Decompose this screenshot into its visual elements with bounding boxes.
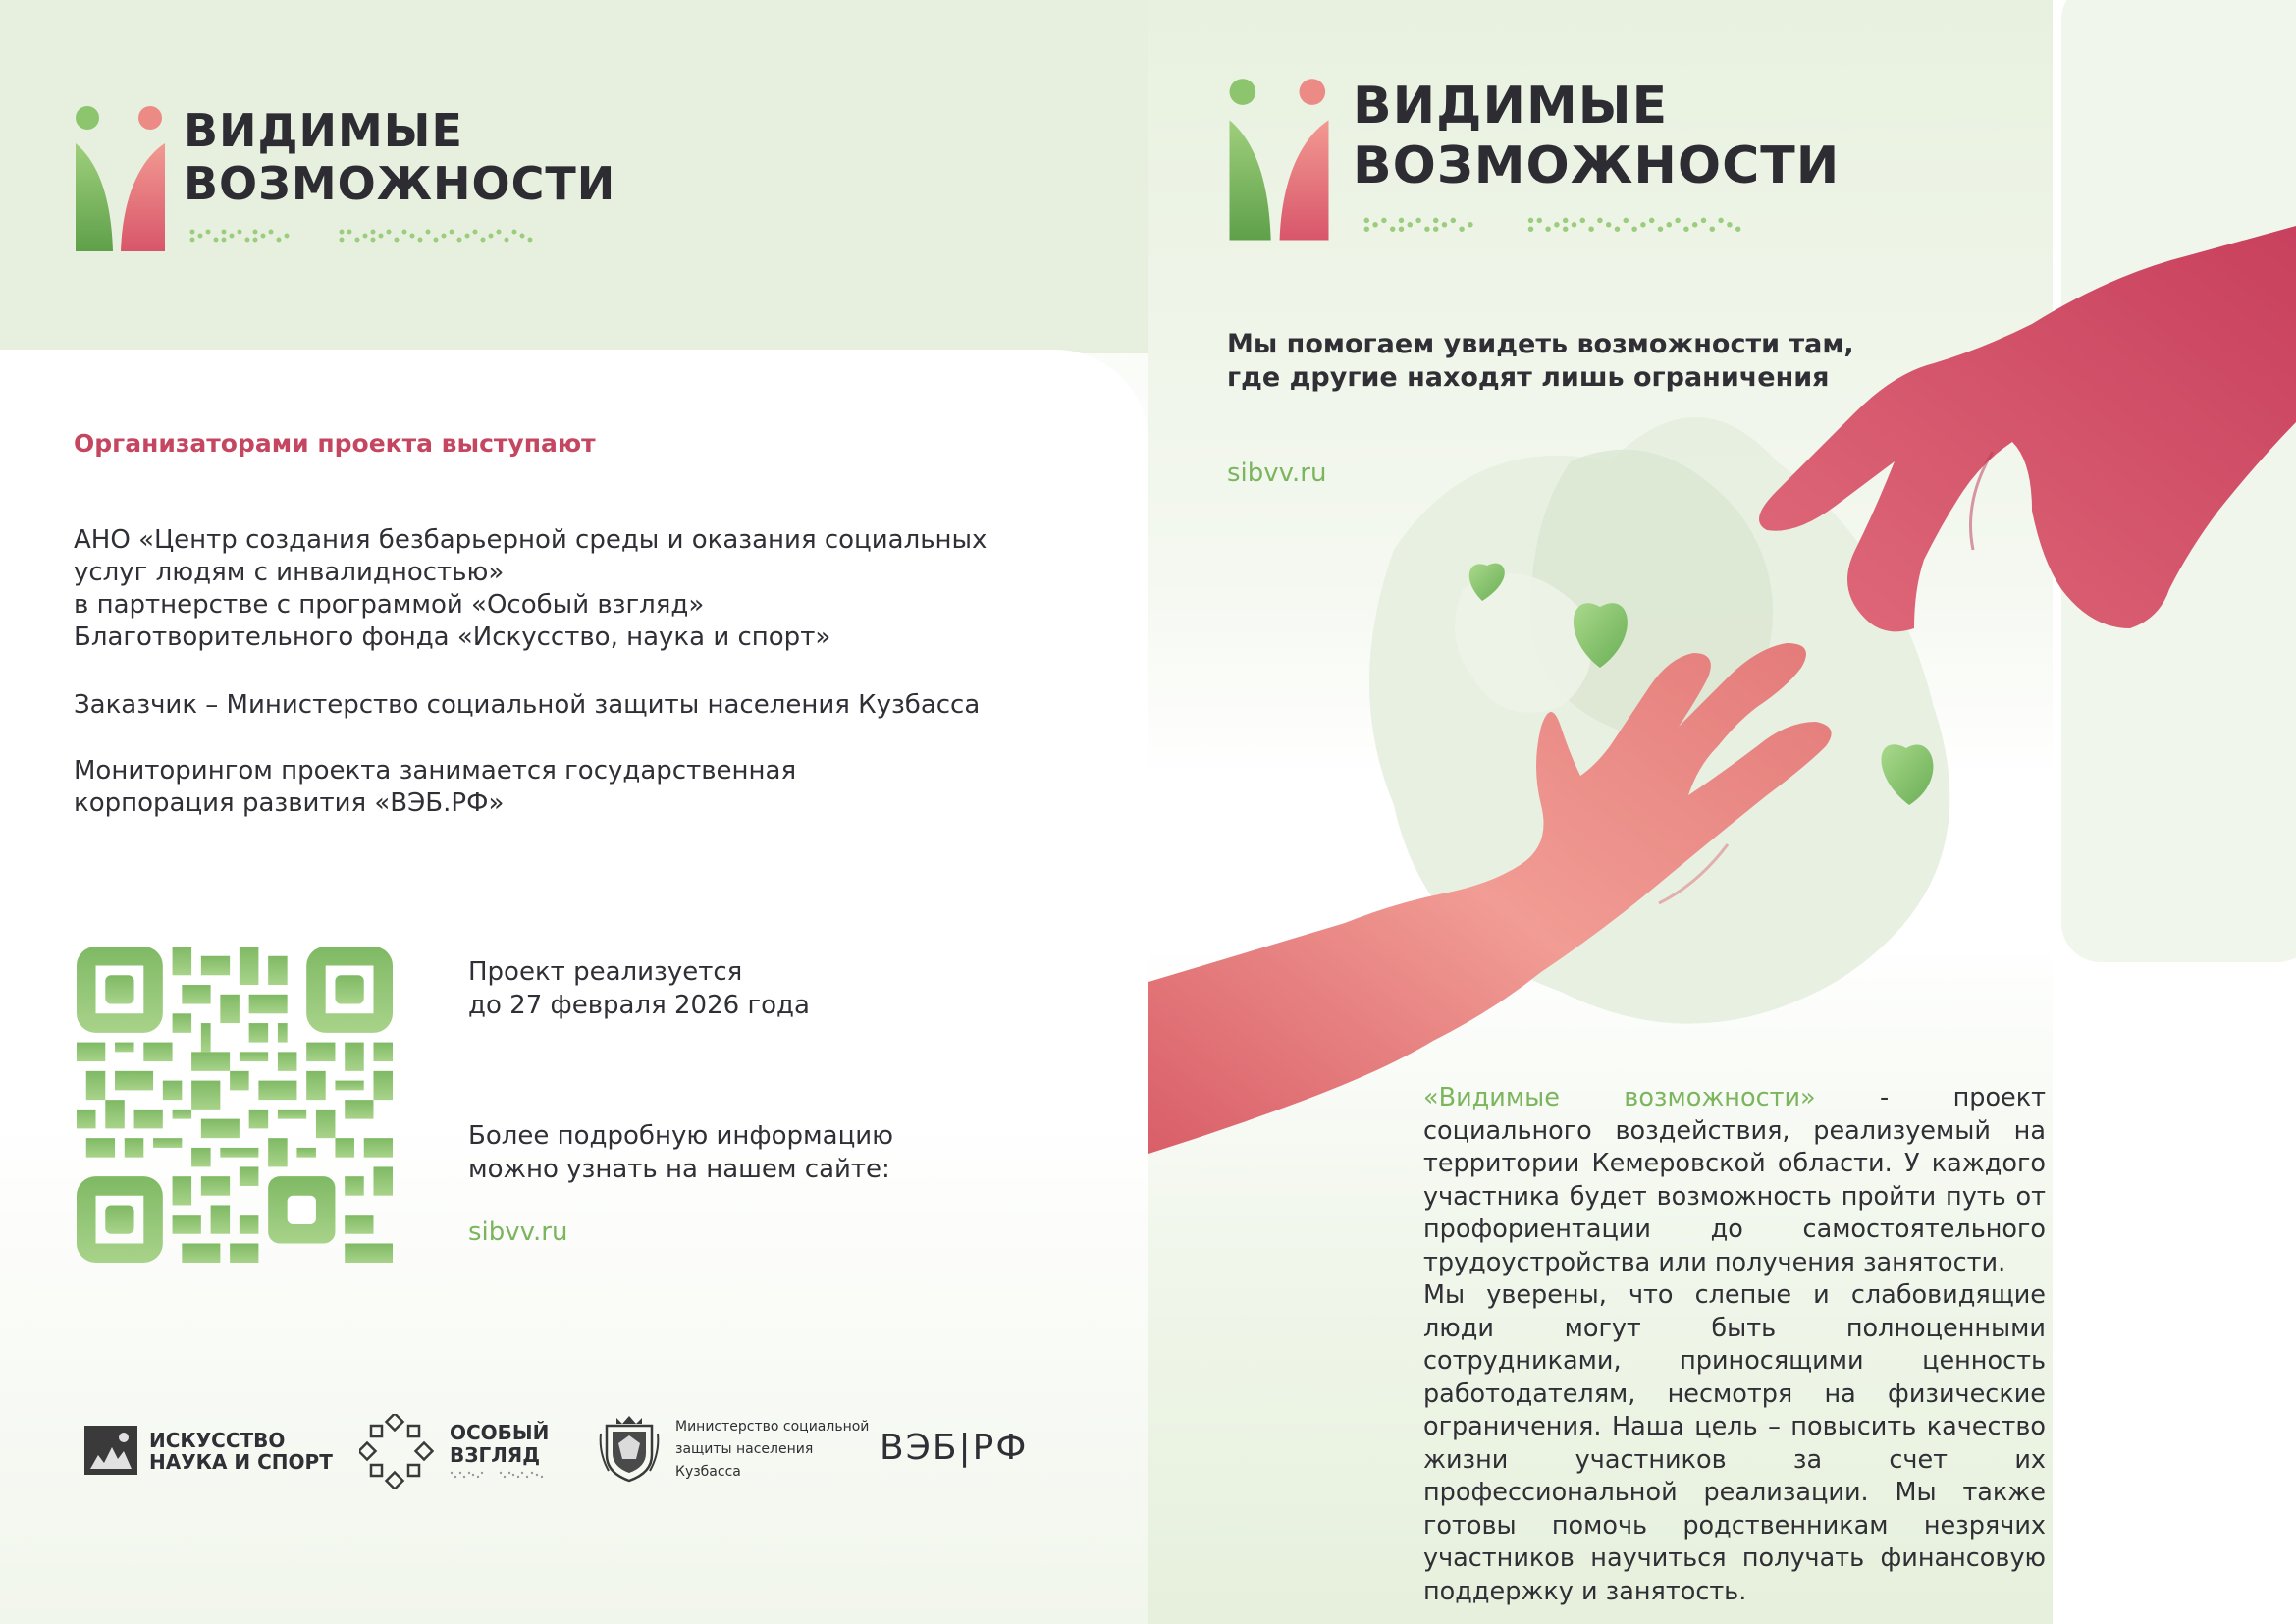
more-info-line1: Более подробную информацию <box>468 1121 894 1151</box>
brand-title-line1: ВИДИМЫЕ <box>1353 77 1669 135</box>
osobiy-vzglyad-logo-icon <box>359 1414 434 1489</box>
brand-title <box>184 104 615 211</box>
partner-osobiy-vzglyad <box>359 1414 565 1483</box>
brand-title-line2: ВОЗМОЖНОСТИ <box>1353 136 1841 196</box>
brand-logo-left <box>74 104 623 261</box>
duration-line2: до 27 февраля 2026 года <box>468 991 810 1020</box>
mission-paragraph: Мы уверены, что слепые и слабовидящие люди могут быть полноценными сотрудниками, приносящими ценность работодателям, несмотря на физические ограничения. Наша цель – повысить качество жизни участников за счет их профессиональной реализации. Мы также готовы помочь родственникам незрячих участников научиться получать финансовую поддержку и занятость. <box>1423 1280 2046 1606</box>
ministry-line1: Министерство социальной <box>675 1419 870 1435</box>
brand-title-line2: ВОЗМОЖНОСТИ <box>184 157 616 211</box>
partner-veb-rf <box>880 1414 1066 1483</box>
braille-pattern <box>189 228 543 247</box>
project-name-highlight: «Видимые возможности» <box>1423 1083 1816 1112</box>
brand-logo-right <box>1227 77 1865 253</box>
organizers-heading: Организаторами проекта выступают <box>74 429 596 458</box>
organizer-description <box>74 524 987 654</box>
ministry-line2: защиты населения <box>675 1441 814 1457</box>
partner-ministry <box>599 1414 874 1483</box>
partner-logos <box>84 1414 1066 1483</box>
tagline-line2: где другие находят лишь ограничения <box>1227 362 1830 393</box>
monitoring-line2: корпорация развития «ВЭБ.РФ» <box>74 788 505 818</box>
brand-emblem-icon <box>1227 77 1331 245</box>
org-line: АНО «Центр создания безбарьерной среды и оказания социальных <box>74 525 988 555</box>
osobiy-line1: ОСОБЫЙ <box>450 1421 550 1444</box>
site-link-right[interactable]: sibvv.ru <box>1227 459 1327 488</box>
tagline <box>1227 328 1854 395</box>
org-line: Благотворительного фонда «Искусство, наука и спорт» <box>74 623 831 652</box>
osobiy-line2: ВЗГЛЯД <box>450 1443 541 1467</box>
qr-code[interactable] <box>77 947 393 1263</box>
monitoring-text <box>74 755 796 820</box>
braille-pattern <box>1357 216 1759 238</box>
more-info-text <box>468 1119 893 1186</box>
project-duration <box>468 955 810 1022</box>
more-info-line2: можно узнать на нашем сайте: <box>468 1155 890 1184</box>
duration-line1: Проект реализуется <box>468 957 743 987</box>
tagline-line1: Мы помогаем увидеть возможности там, <box>1227 329 1854 359</box>
iskusstvo-logo-icon <box>84 1426 137 1475</box>
monitoring-line1: Мониторингом проекта занимается государственная <box>74 756 797 785</box>
org-line: услуг людям с инвалидностью» <box>74 558 505 587</box>
org-line: в партнерстве с программой «Особый взгляд» <box>74 590 705 620</box>
ministry-line3: Кузбасса <box>675 1464 741 1480</box>
iskusstvo-line1: ИСКУССТВО <box>149 1429 286 1452</box>
veb-rf-logo: ВЭБ|РФ <box>880 1428 1029 1468</box>
brand-title <box>1353 77 1840 197</box>
iskusstvo-line2: НАУКА И СПОРТ <box>149 1450 333 1474</box>
customer-text: Заказчик – Министерство социальной защиты населения Кузбасса <box>74 690 981 720</box>
osobiy-braille-icon <box>450 1471 548 1479</box>
partner-iskusstvo <box>84 1414 333 1483</box>
brand-title-line1: ВИДИМЫЕ <box>184 104 463 157</box>
brand-emblem-icon <box>74 104 167 256</box>
project-description-rest: - проект социального воздействия, реализуемый на территории Кемеровской области. У каждого участника будет возможность пройти путь от профориентации до самостоятельного трудоустройства или получения занятости. <box>1423 1083 2046 1277</box>
project-description <box>1423 1082 2046 1279</box>
kuzbass-coat-of-arms-icon <box>599 1414 660 1483</box>
site-link-left[interactable]: sibvv.ru <box>468 1218 568 1247</box>
